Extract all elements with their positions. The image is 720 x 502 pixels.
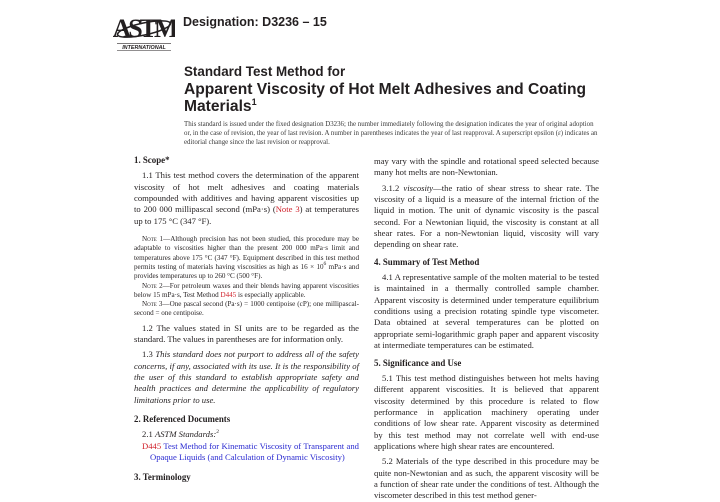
footnote-2-mark[interactable]: 2 xyxy=(216,429,219,436)
reference-d445-code[interactable]: D445 xyxy=(142,440,162,451)
note-1-text: —Although precision has not been studied, this procedure may be adaptable to viscosities higher than the present 200 000 mPa·s limit and temperatures above 175 °C (347 °F). Equipment described in this test method permits testing of materials having viscosities as high as 16 × 10 xyxy=(134,235,359,271)
p3-1-2-number: 3.1.2 xyxy=(382,182,404,193)
paragraph-5-2: 5.2 Materials of the type described in this procedure may be quite non-Newtonian and as such, the apparent viscosity will be a function of shear rate under the conditions of test. Although the viscometer described in this test method gener- xyxy=(374,456,599,501)
title-main xyxy=(184,81,604,115)
svg-text:INTERNATIONAL: INTERNATIONAL xyxy=(122,45,166,51)
continued-text: may vary with the spindle and rotational speed selected because many hot melts are non-Newtonian. xyxy=(374,156,599,178)
note-1-label: Note 1 xyxy=(142,235,164,244)
title-prefix: Standard Test Method for xyxy=(184,64,346,79)
section-4-heading: 4. Summary of Test Method xyxy=(374,256,480,267)
p2-1-label: ASTM Standards: xyxy=(154,429,217,440)
astm-logo xyxy=(113,7,175,53)
p3-1-2-term: viscosity xyxy=(403,182,434,193)
note-3 xyxy=(134,300,359,319)
paragraph-3-1-2 xyxy=(374,183,599,251)
p1-1-text: 1.1 This test method covers the determination of the apparent viscosity of hot melt adhesives and coating materials compounded with additives and having apparent viscosities up to 200 000 millipascal second (mPa·s) ( xyxy=(134,170,359,215)
paragraph-1-2: 1.2 The values stated in SI units are to be regarded as the standard. The values in parentheses are for information only. xyxy=(134,322,359,345)
note-2-text: —For petroleum waxes and their blends having apparent viscosities below 15 mPa·s, Test Method xyxy=(134,281,359,299)
paragraph-4-1: 4.1 A representative sample of the molten material to be tested is maintained in a thermally controlled sample chamber. Apparent viscosity is determined under temperature equilibrium conditions using a precision rotating spindle type viscometer. Data obtained at several temperatures can be plotted on appropriate semi-logarithmic graph paper and apparent viscosity at intermediate temperatures can be estimated. xyxy=(374,272,599,351)
epsilon: ε xyxy=(558,130,561,138)
astm-international-logo-icon xyxy=(113,7,175,53)
section-3-heading: 3. Terminology xyxy=(134,471,191,482)
p1-3-number: 1.3 xyxy=(142,349,156,360)
note-2 xyxy=(134,282,359,301)
note-1-tail: mPa·s and provides temperatures up to 260 °C (500 °F). xyxy=(134,262,359,281)
note-2-tail: is especially applicable. xyxy=(236,290,306,299)
issued-text-1: This standard is issued under the fixed designation D3236; the number immediately following the designation indicates the year of original adoption or, in the case of revision, the year of last revision. A number in parentheses indicates the year of last reapproval. A superscript epsilon ( xyxy=(184,121,594,138)
note-2-label: Note 2 xyxy=(142,281,163,290)
p1-3-text: This standard does not purport to address all of the safety concerns, if any, associated with its use. It is the responsibility of the user of this standard to establish appropriate safety and health practices and determine the applicability of regulatory limitations prior to use. xyxy=(134,349,359,405)
section-1-heading: 1. Scope* xyxy=(134,155,170,165)
p3-1-2-text: —the ratio of shear stress to shear rate. The viscosity of a liquid is a measure of the internal friction of the liquid in motion. The unit of dynamic viscosity is the pascal second. For a Newtonian liquid, the viscosity is constant at all shear rates. For a non-Newtonian liquid, viscosity will vary depending on shear rate. xyxy=(374,182,600,250)
paragraph-1-3 xyxy=(134,349,359,406)
title-footnote-mark[interactable]: 1 xyxy=(251,97,257,107)
section-2-heading: 2. Referenced Documents xyxy=(134,414,231,425)
note-3-text: —One pascal second (Pa·s) = 1000 centipoise (cP); one millipascal-second = one centipoise. xyxy=(134,300,359,318)
paragraph-2-1 xyxy=(134,429,359,440)
p2-1-number: 2.1 xyxy=(142,429,155,440)
paragraph-1-1 xyxy=(134,170,359,227)
right-column xyxy=(374,156,599,502)
document-title xyxy=(184,64,604,115)
left-column xyxy=(134,155,359,483)
title-main-text: Apparent Viscosity of Hot Melt Adhesives and Coating Materials xyxy=(184,81,587,115)
note-3-label: Note 3 xyxy=(142,300,163,309)
section-5-heading: 5. Significance and Use xyxy=(374,357,462,368)
issuance-notice xyxy=(184,120,602,148)
note-3-link[interactable]: Note 3 xyxy=(275,204,300,215)
paragraph-5-1: 5.1 This test method distinguishes between hot melts having different apparent viscosities. It is believed that apparent viscosity determined by this procedure is related to flow performance in application machinery operating under conditions of low shear rate. Apparent viscosity as determined by this test method may not correlate well with end-use applications where high shear rates are encountered. xyxy=(374,372,599,451)
designation: Designation: D3236 – 15 xyxy=(183,15,327,29)
reference-d445-title[interactable]: Test Method for Kinematic Viscosity of Transparent and Opaque Liquids (and Calculation of Dynamic Viscosity) xyxy=(150,440,359,463)
reference-d445 xyxy=(134,441,359,464)
note-1 xyxy=(134,235,359,281)
issued-text-2: ) indicates an editorial change since the last revision or reapproval. xyxy=(184,130,598,147)
svg-text:ASTM: ASTM xyxy=(113,14,175,43)
p1-1-tail: ) at temperatures up to 175 °C (347 °F). xyxy=(134,204,359,226)
d445-link[interactable]: D445 xyxy=(220,290,237,299)
note-1-exponent: 6 xyxy=(323,260,327,267)
